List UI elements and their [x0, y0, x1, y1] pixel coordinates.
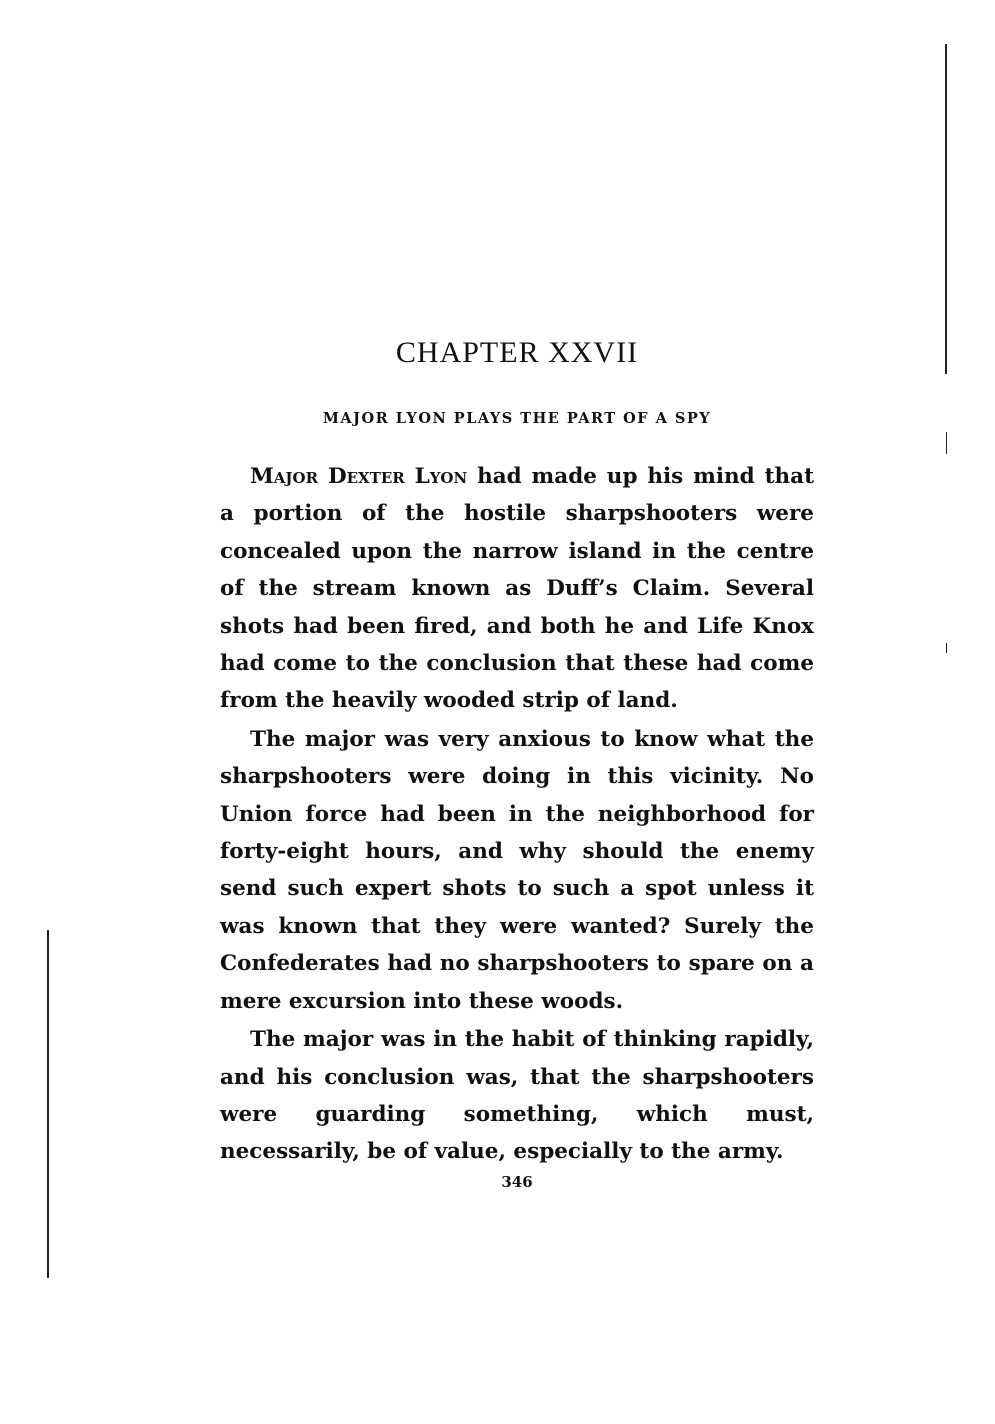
- page-number: 346: [501, 1173, 533, 1191]
- paragraph-3: The major was in the habit of thinking rapidly, and his conclusion was, that the sharpshooters were guarding something, which must, necessarily, be of value, especially to the army.: [220, 1027, 814, 1165]
- paragraph-1-lead: Major Dexter Lyon: [250, 464, 468, 489]
- paragraph-1-text: had made up his mind that a portion of the hostile sharpshooters were concealed upon the narrow island in the centre of the stream known as Duff’s Claim. Several shots had been fired, and both he and Life Knox had come to the conclusion that these had come from the heavily wooded strip of land.: [220, 464, 814, 714]
- scan-edge-mark-right-small: [946, 432, 947, 454]
- scan-edge-mark-top-right: [945, 44, 947, 374]
- chapter-title: CHAPTER XXVII: [395, 336, 639, 369]
- paragraph-1: [220, 458, 814, 720]
- paragraph-2: The major was very anxious to know what the sharpshooters were doing in this vicinity. No Union force had been in the neighborhood for forty-eight hours, and why should the enemy send such expert shots to such a spot unless it was known that they were wanted? Surely the Confederates had no sharpshooters to spare on a mere excursion into these woods.: [220, 726, 814, 1014]
- body-text: [220, 458, 814, 1171]
- scan-edge-mark-right-tiny: [946, 643, 947, 653]
- scan-edge-mark-bottom-left: [47, 930, 49, 1278]
- chapter-subtitle: MAJOR LYON PLAYS THE PART OF A SPY: [322, 410, 712, 427]
